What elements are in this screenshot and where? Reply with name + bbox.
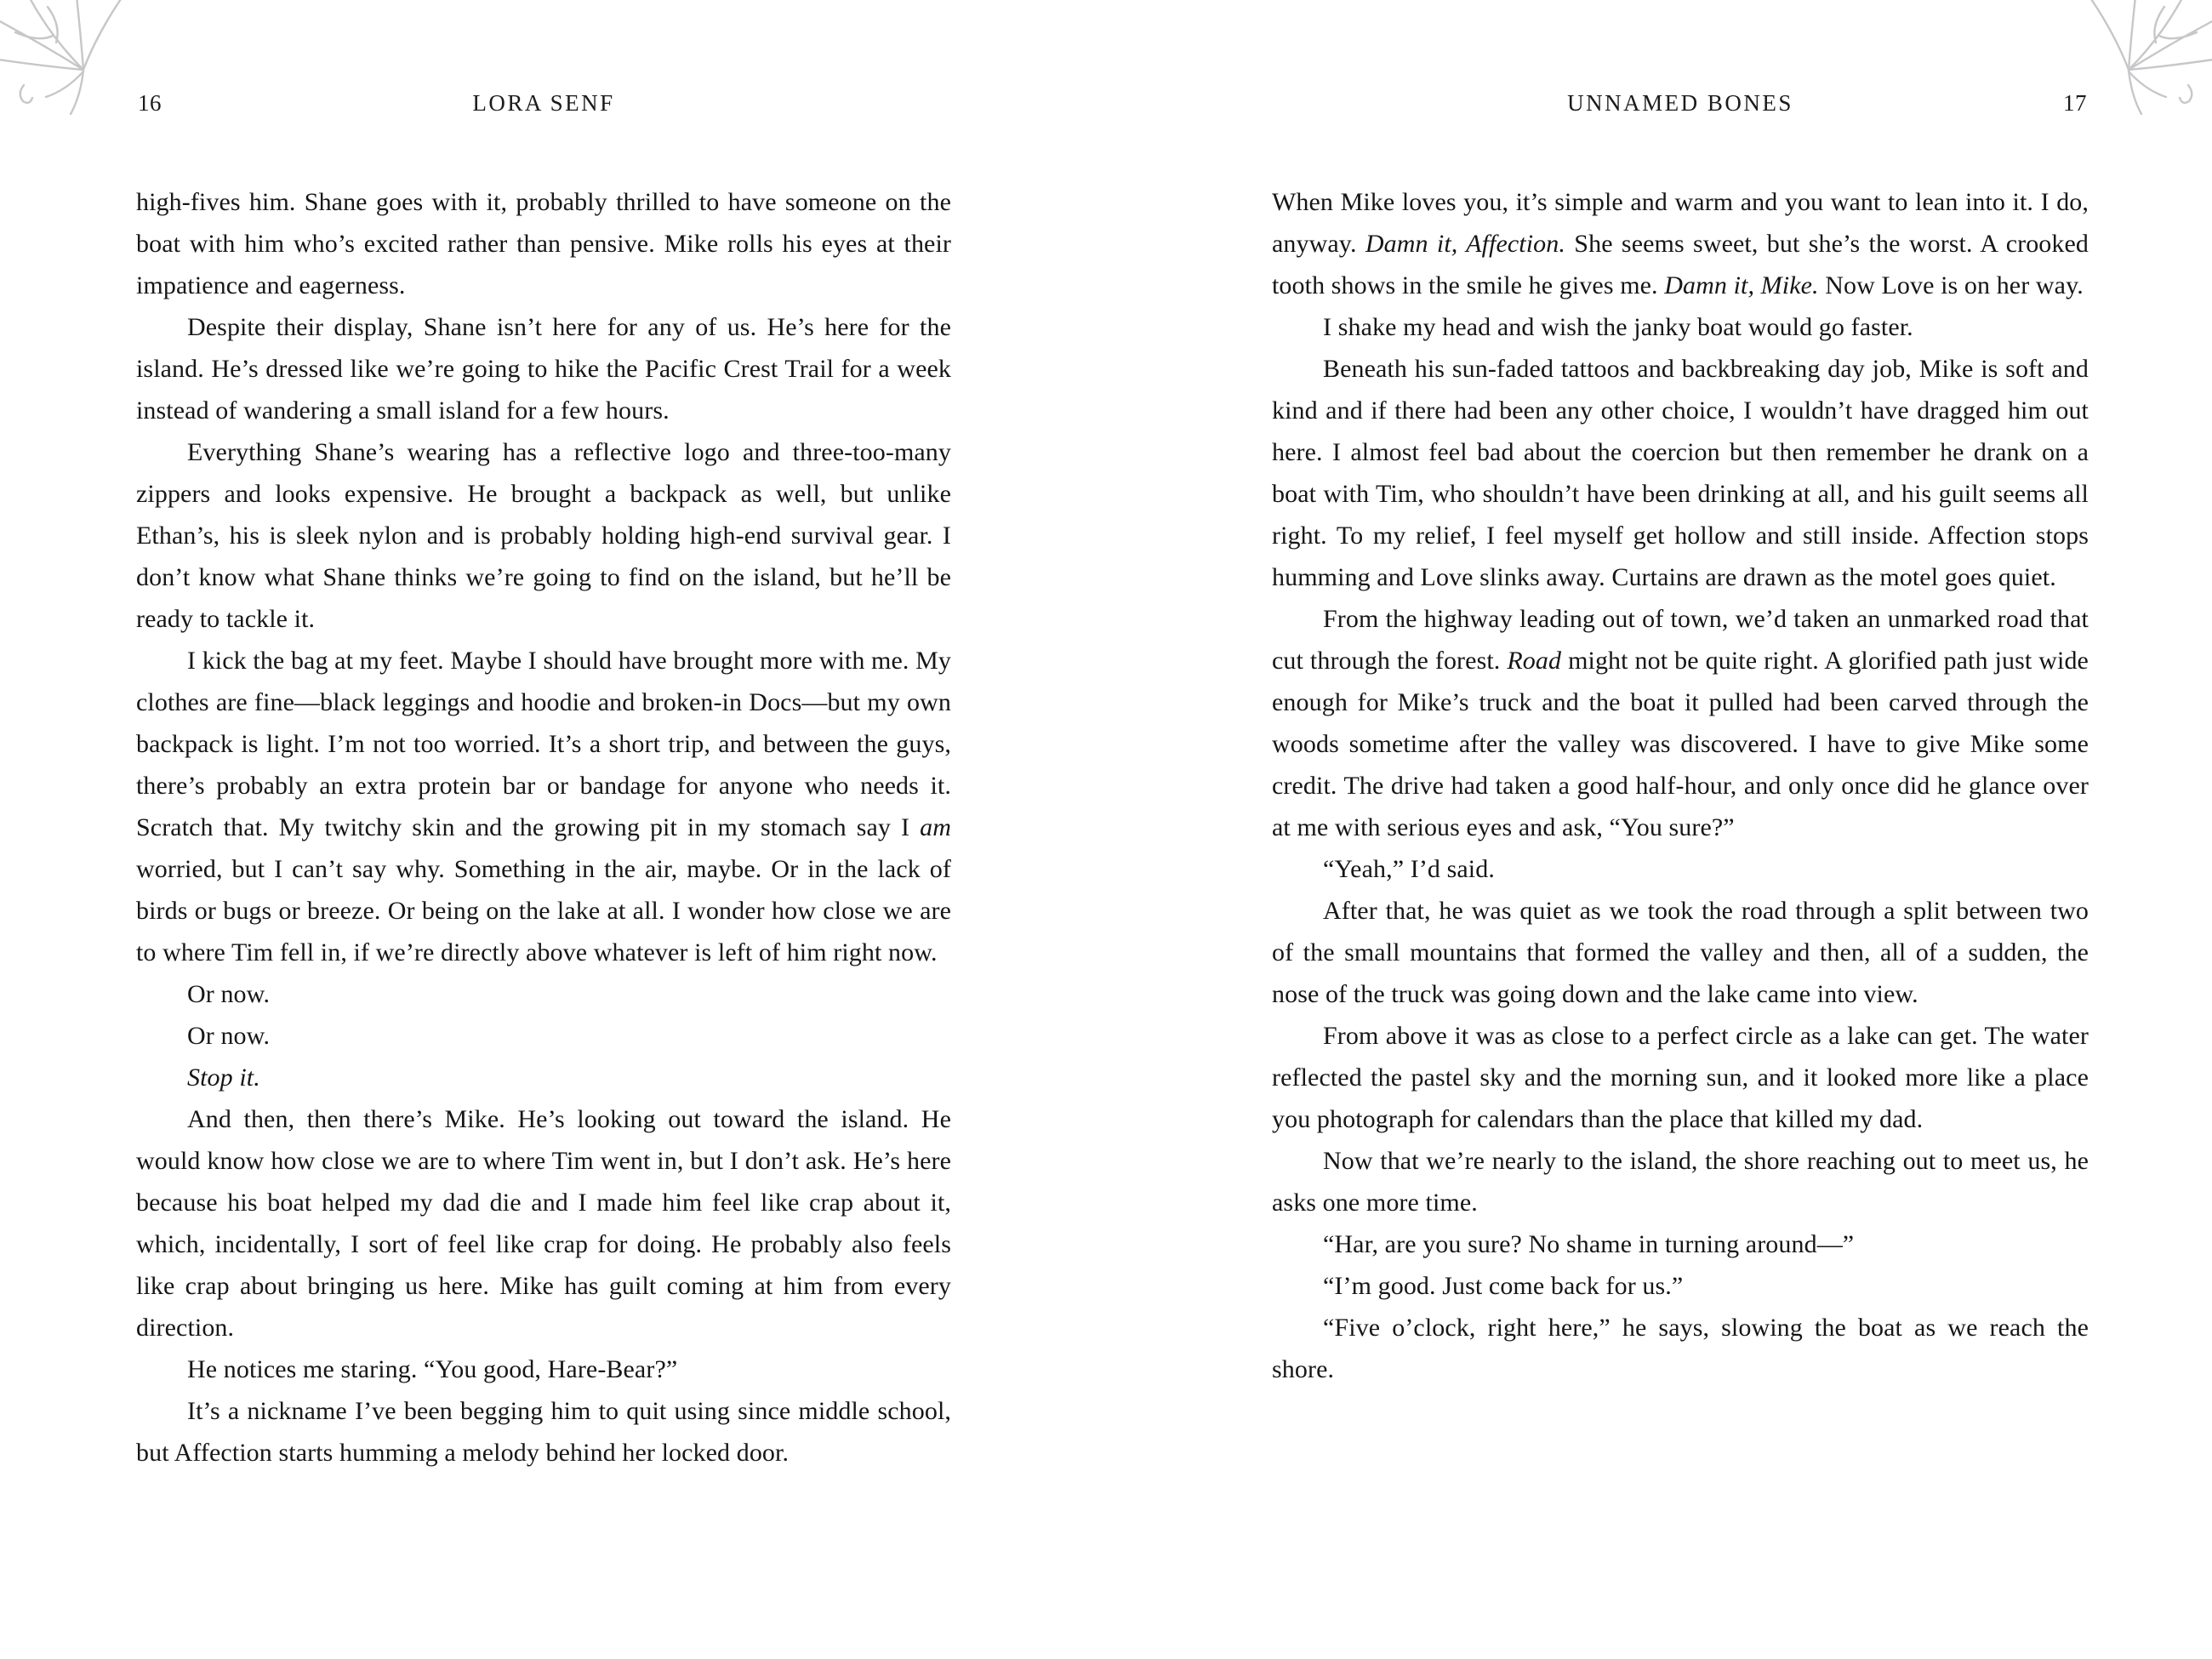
page-body-text [1272,181,2089,1390]
page-header-right [1272,85,2089,121]
paragraph: “Har, are you sure? No shame in turning around—” [1323,1230,1855,1258]
running-header-author: LORA SENF [472,90,615,116]
paragraph: “I’m good. Just come back for us.” [1323,1272,1684,1300]
page-number: 16 [138,90,162,116]
paragraph: It’s a nickname I’ve been begging him to quit using since middle school, but Affection starts humming a melody behind her locked door. [136,1397,951,1467]
paragraph: “Five o’clock, right here,” he says, slowing the boat as we reach the shore. [1272,1314,2089,1383]
running-header-title: UNNAMED BONES [1567,90,1793,116]
paragraph: And then, then there’s Mike. He’s looking out toward the island. He would know how close we are to where Tim went in, but I don’t ask. He’s here because his boat helped my dad die and I made him feel like crap about it, which, incidentally, I sort of feel like crap for doing. He probably also feels like crap about bringing us here. Mike has guilt coming at him from every direction. [136,1105,951,1342]
paragraph: He notices me staring. “You good, Hare-Bear?” [187,1355,678,1383]
paragraph: Beneath his sun-faded tattoos and backbreaking day job, Mike is soft and kind and if there had been any other choice, I wouldn’t have dragged him out here. I almost feel bad about the coercion but then remember he drank on a boat with Tim, who shouldn’t have been drinking at all, and his guilt seems all right. To my relief, I feel myself get hollow and still inside. Affection stops humming and Love slinks away. Curtains are drawn as the motel goes quiet. [1272,355,2089,591]
paragraph: Despite their display, Shane isn’t here for any of us. He’s here for the island. He’s dressed like we’re going to hike the Pacific Crest Trail for a week instead of wandering a small island for a few hours. [136,313,951,425]
paragraph: Stop it. [187,1063,260,1092]
paragraph: I shake my head and wish the janky boat would go faster. [1323,313,1913,341]
paragraph: “Yeah,” I’d said. [1323,855,1495,883]
page-right [1272,0,2089,1659]
paragraph: I kick the bag at my feet. Maybe I should have brought more with me. My clothes are fine—black leggings and hoodie and broken-in Docs—but my own backpack is light. I’m not too worried. It’s a short trip, and between the guys, there’s probably an extra protein bar or bandage for anyone who needs it. Scratch that. My twitchy skin and the growing pit in my stomach say I am worried, but I can’t say why. Something in the air, maybe. Or in the lack of birds or bugs or breeze. Or being on the lake at all. I wonder how close we are to where Tim fell in, if we’re directly above whatever is left of him right now. [136,647,951,966]
paragraph: From the highway leading out of town, we’d taken an unmarked road that cut through the forest. Road might not be quite right. A glorified path just wide enough for Mike’s truck and the boat it pulled had been carved through the woods sometime after the valley was discovered. I have to give Mike some credit. The drive had taken a good half-hour, and only once did he glance over at me with serious eyes and ask, “You sure?” [1272,605,2089,841]
page-body-text [136,181,951,1474]
paragraph: Now that we’re nearly to the island, the shore reaching out to meet us, he asks one more time. [1272,1147,2089,1217]
spiderweb-icon-left [0,0,153,199]
page-header-left [136,85,951,121]
page-left [136,0,951,1659]
paragraph: When Mike loves you, it’s simple and warm and you want to lean into it. I do, anyway. Damn it, Affection. She seems sweet, but she’s the worst. A crooked tooth shows in the smile he gives me. Damn it, Mike. Now Love is on her way. [1272,188,2089,299]
paragraph: Or now. [187,980,271,1008]
page-number: 17 [2063,90,2087,116]
paragraph: After that, he was quiet as we took the road through a split between two of the small mountains that formed the valley and then, all of a sudden, the nose of the truck was going down and the lake came into view. [1272,897,2089,1008]
paragraph: From above it was as close to a perfect circle as a lake can get. The water reflected the pastel sky and the morning sun, and it looked more like a place you photograph for calendars than the place that killed my dad. [1272,1022,2089,1133]
paragraph: Everything Shane’s wearing has a reflective logo and three-too-many zippers and looks expensive. He brought a backpack as well, but unlike Ethan’s, his is sleek nylon and is probably holding high-end survival gear. I don’t know what Shane thinks we’re going to find on the island, but he’ll be ready to tackle it. [136,438,951,633]
paragraph: Or now. [187,1022,271,1050]
paragraph: high-fives him. Shane goes with it, probably thrilled to have someone on the boat with him who’s excited rather than pensive. Mike rolls his eyes at their impatience and eagerness. [136,188,951,299]
